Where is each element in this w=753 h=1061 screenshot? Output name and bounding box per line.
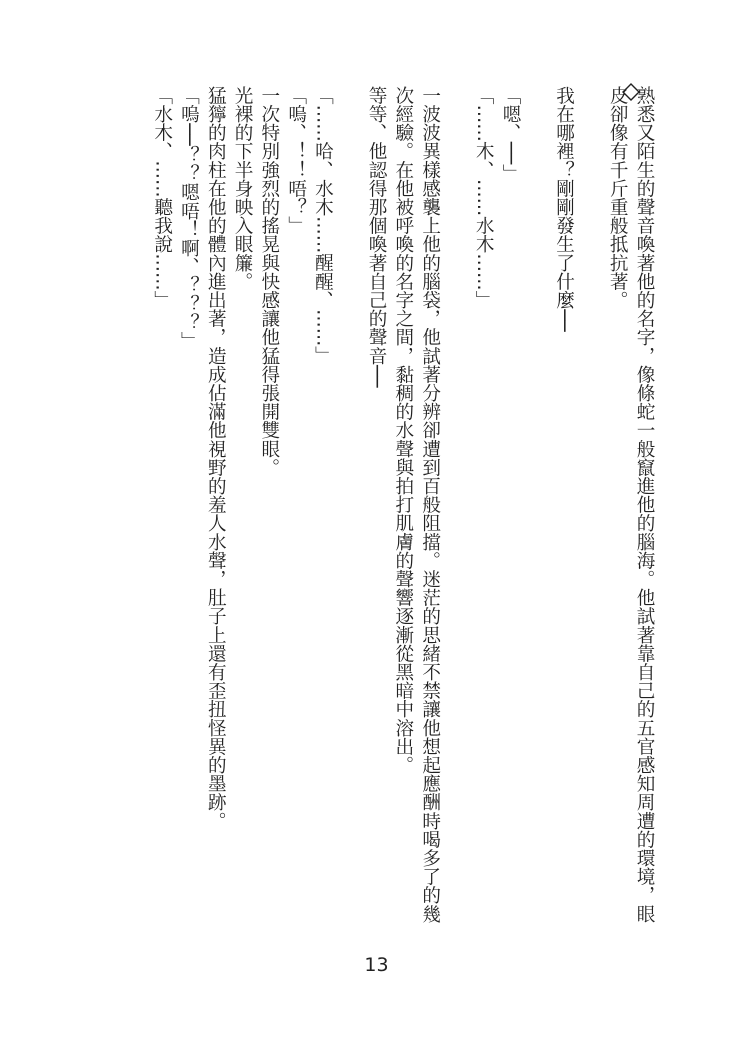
blank-line: [443, 86, 470, 928]
text-line: 光裸的下半身映入眼簾。: [232, 86, 254, 291]
blank-line: [577, 86, 604, 928]
dialogue-line: 「嗯、──」: [500, 86, 522, 183]
blank-line: [523, 86, 550, 928]
text-line: 我在哪裡？剛剛發生了什麼──: [553, 86, 575, 332]
dialogue-line: 「嗚、！！唔？」: [285, 86, 307, 235]
dialogue-line: 「……哈、水木……醒醒、……」: [312, 86, 334, 365]
text-line: 一波波異樣感襲上他的腦袋，他試著分辨卻遭到百般阻擋。迷茫的思緒不禁讓他想起應酬時喝多了的幾: [419, 86, 441, 923]
dialogue-line: 「……木、……水木……」: [473, 86, 495, 310]
page-number: 13: [364, 954, 389, 976]
text-line: 皮卻像有千斤重般抵抗著。: [607, 86, 629, 310]
dialogue-line: 「嗚──？？嗯唔！啊、？？？」: [178, 86, 200, 351]
body-text: [148, 86, 657, 928]
blank-line: [335, 86, 362, 928]
dialogue-line: 「水木、……聽我說……」: [151, 86, 173, 310]
text-line: 等等、他認得那個喚著自己的聲音──: [366, 86, 388, 388]
text-line: 次經驗。在他被呼喚的名字之間，黏稠的水聲與拍打肌膚的聲響逐漸從黑暗中溶出。: [392, 86, 414, 775]
text-line: 一次特別強烈的搖晃與快感讓他猛得張開雙眼。: [258, 86, 280, 477]
text-line: 猛獰的肉柱在他的體內進出著，造成佔滿他視野的羞人水聲，肚子上還有歪扭怪異的墨跡。: [205, 86, 227, 830]
text-line: 熟悉又陌生的聲音喚著他的名字，像條蛇一般竄進他的腦海。他試著靠自己的五官感知周遭的環境，眼: [634, 86, 655, 923]
